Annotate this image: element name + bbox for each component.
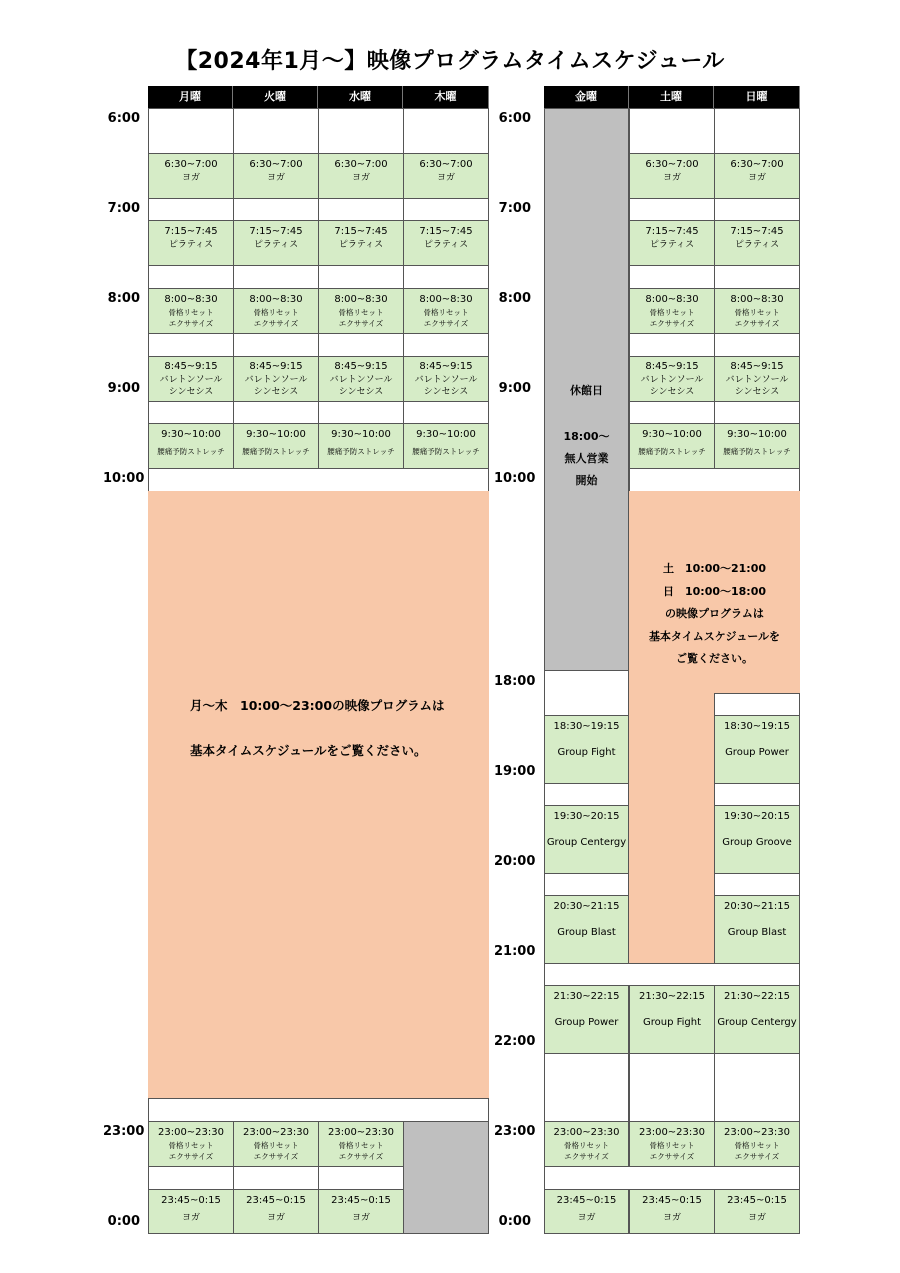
class-pilates[interactable]: 7:15~7:45 ピラティス [318,220,404,266]
time-label: 19:00 [494,764,536,779]
class-yoga[interactable]: 23:45~0:15 ヨガ [544,1189,629,1234]
day-header-mon: 月曜 [148,86,233,108]
empty-slot [318,108,404,154]
unmanned-label: 無人営業 [564,452,609,465]
time-label: 0:00 [498,1214,531,1229]
empty-slot [233,401,319,424]
class-group-blast[interactable]: 20:30~21:15 Group Blast [714,895,800,964]
class-yoga[interactable]: 6:30~7:00 ヨガ [629,153,715,199]
class-reset[interactable]: 8:00~8:30 骨格リセット エクササイズ [714,288,800,334]
empty-slot [714,333,800,357]
empty-slot [629,108,715,154]
empty-row [544,1166,800,1190]
time-label: 6:00 [498,111,531,126]
time-label: 23:00 [103,1124,145,1139]
class-ballet[interactable]: 8:45~9:15 バレトンソール シンセシス [714,356,800,402]
class-yoga[interactable]: 23:45~0:15 ヨガ [148,1189,234,1234]
class-stretch[interactable]: 9:30~10:00 腰痛予防ストレッチ [403,423,489,469]
empty-row [148,1098,489,1122]
page-title: 【2024年1月～】映像プログラムタイムスケジュール [175,49,725,74]
class-pilates[interactable]: 7:15~7:45 ピラティス [403,220,489,266]
empty-slot [233,333,319,357]
empty-slot [148,265,234,289]
weekday-note-line: 基本タイムスケジュールをご覧ください。 [190,743,427,758]
class-yoga[interactable]: 6:30~7:00 ヨガ [318,153,404,199]
empty-slot [629,333,715,357]
class-yoga[interactable]: 6:30~7:00 ヨガ [403,153,489,199]
class-stretch[interactable]: 9:30~10:00 腰痛予防ストレッチ [318,423,404,469]
time-label: 8:00 [498,291,531,306]
class-group-power[interactable]: 18:30~19:15 Group Power [714,715,800,784]
class-yoga[interactable]: 6:30~7:00 ヨガ [714,153,800,199]
time-label: 9:00 [498,381,531,396]
class-reset[interactable]: 8:00~8:30 骨格リセット エクササイズ [403,288,489,334]
class-pilates[interactable]: 7:15~7:45 ピラティス [714,220,800,266]
empty-slot [148,1166,234,1190]
day-header-sun: 日曜 [714,86,800,108]
time-label: 7:00 [107,201,140,216]
empty-slot [318,1166,404,1190]
class-pilates[interactable]: 7:15~7:45 ピラティス [629,220,715,266]
time-label: 22:00 [494,1034,536,1049]
class-yoga[interactable]: 6:30~7:00 ヨガ [148,153,234,199]
empty-slot [233,1166,319,1190]
class-pilates[interactable]: 7:15~7:45 ピラティス [148,220,234,266]
weekday-note-block [148,491,489,1099]
class-pilates[interactable]: 7:15~7:45 ピラティス [233,220,319,266]
class-reset[interactable]: 8:00~8:30 骨格リセット エクササイズ [148,288,234,334]
time-label: 18:00 [494,674,536,689]
day-header-thu: 木曜 [403,86,489,108]
empty-slot [629,198,715,221]
class-ballet[interactable]: 8:45~9:15 バレトンソール シンセシス [233,356,319,402]
time-label: 20:00 [494,854,536,869]
empty-slot [714,198,800,221]
time-label: 10:00 [103,471,145,486]
class-stretch[interactable]: 9:30~10:00 腰痛予防ストレッチ [148,423,234,469]
time-label: 21:00 [494,944,536,959]
saturday-note-block [629,693,714,965]
time-label: 8:00 [107,291,140,306]
empty-slot [714,693,800,716]
empty-slot [318,333,404,357]
empty-slot [544,873,629,896]
empty-slot [233,108,319,154]
empty-slot [544,1053,629,1122]
empty-slot [544,670,629,716]
class-stretch[interactable]: 9:30~10:00 腰痛予防ストレッチ [714,423,800,469]
empty-slot [629,265,715,289]
class-ballet[interactable]: 8:45~9:15 バレトンソール シンセシス [148,356,234,402]
class-ballet[interactable]: 8:45~9:15 バレトンソール シンセシス [629,356,715,402]
empty-slot [544,783,629,806]
time-label: 0:00 [107,1214,140,1229]
empty-slot [148,333,234,357]
class-reset[interactable]: 23:00~23:30 骨格リセット エクササイズ [233,1121,319,1167]
class-yoga[interactable]: 23:45~0:15 ヨガ [233,1189,319,1234]
class-group-centergy[interactable]: 19:30~20:15 Group Centergy [544,805,629,874]
empty-slot [403,333,489,357]
empty-slot [233,198,319,221]
empty-slot [714,401,800,424]
time-label: 23:00 [494,1124,536,1139]
time-label: 10:00 [494,471,536,486]
class-reset[interactable]: 8:00~8:30 骨格リセット エクササイズ [629,288,715,334]
start-label: 開始 [575,474,598,487]
empty-slot [629,401,715,424]
day-header-fri: 金曜 [544,86,629,108]
class-group-fight[interactable]: 18:30~19:15 Group Fight [544,715,629,784]
class-reset[interactable]: 8:00~8:30 骨格リセット エクササイズ [318,288,404,334]
unmanned-start-time: 18:00～ [563,430,610,443]
empty-slot [714,1053,800,1122]
class-group-blast[interactable]: 20:30~21:15 Group Blast [544,895,629,964]
class-group-power[interactable]: 21:30~22:15 Group Power [544,985,629,1054]
class-reset[interactable]: 23:00~23:30 骨格リセット エクササイズ [544,1121,629,1167]
class-group-centergy[interactable]: 21:30~22:15 Group Centergy [714,985,800,1054]
class-ballet[interactable]: 8:45~9:15 バレトンソール シンセシス [403,356,489,402]
empty-slot [629,1053,715,1122]
empty-slot [403,198,489,221]
empty-slot [403,401,489,424]
empty-slot [403,108,489,154]
empty-slot [318,198,404,221]
class-stretch[interactable]: 9:30~10:00 腰痛予防ストレッチ [629,423,715,469]
class-reset[interactable]: 8:00~8:30 骨格リセット エクササイズ [233,288,319,334]
empty-slot [714,108,800,154]
empty-slot [714,873,800,896]
class-yoga[interactable]: 6:30~7:00 ヨガ [233,153,319,199]
empty-slot [318,265,404,289]
time-label: 9:00 [107,381,140,396]
empty-row [148,468,489,492]
empty-slot [714,783,800,806]
weekend-note: 土 10:00～21:00 日 10:00～18:00 の映像プログラムは 基本タイムスケジュールを ご覧ください。 [648,562,781,665]
day-header-sat: 土曜 [629,86,714,108]
class-reset[interactable]: 23:00~23:30 骨格リセット エクササイズ [629,1121,715,1167]
day-header-wed: 水曜 [318,86,403,108]
empty-slot [233,265,319,289]
class-ballet[interactable]: 8:45~9:15 バレトンソール シンセシス [318,356,404,402]
empty-slot [148,198,234,221]
class-reset[interactable]: 23:00~23:30 骨格リセット エクササイズ [714,1121,800,1167]
time-label: 7:00 [498,201,531,216]
day-header-tue: 火曜 [233,86,318,108]
class-stretch[interactable]: 9:30~10:00 腰痛予防ストレッチ [233,423,319,469]
time-label: 6:00 [107,111,140,126]
class-yoga[interactable]: 23:45~0:15 ヨガ [318,1189,404,1234]
empty-slot [403,265,489,289]
class-reset[interactable]: 23:00~23:30 骨格リセット エクササイズ [318,1121,404,1167]
class-yoga[interactable]: 23:45~0:15 ヨガ [629,1189,715,1234]
empty-slot [148,108,234,154]
empty-row [629,468,800,492]
class-reset[interactable]: 23:00~23:30 骨格リセット エクササイズ [148,1121,234,1167]
empty-slot [148,401,234,424]
closed-label: 休館日 [570,384,603,397]
empty-slot [318,401,404,424]
closed-slot [403,1121,489,1234]
class-yoga[interactable]: 23:45~0:15 ヨガ [714,1189,800,1234]
empty-slot [714,265,800,289]
class-group-groove[interactable]: 19:30~20:15 Group Groove [714,805,800,874]
class-group-fight[interactable]: 21:30~22:15 Group Fight [629,985,715,1054]
weekday-note-line: 月～木 10:00～23:00の映像プログラムは [190,698,445,713]
empty-row [544,963,800,986]
